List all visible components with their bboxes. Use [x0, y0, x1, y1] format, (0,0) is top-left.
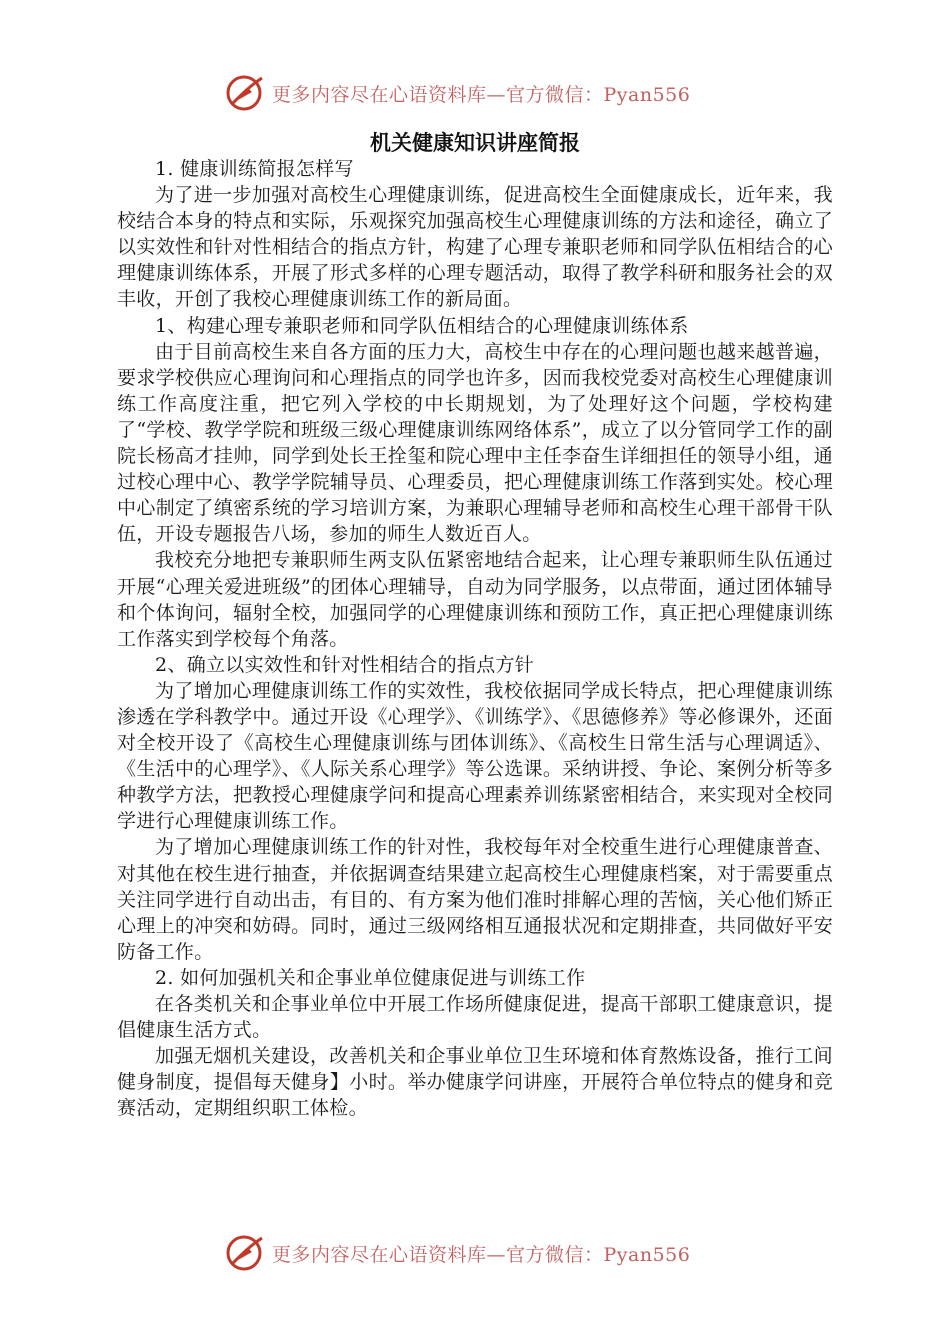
- subsection-heading: 2、确立以实效性和针对性相结合的指点方针: [155, 653, 535, 676]
- paragraph: 由于目前高校生来自各方面的压力大，高校生中存在的心理问题也越来越普遍，要求学校供应心理询问和心理指点的同学也许多，因而我校党委对高校生心理健康训练工作高度注重，把它列入学校的中长期规划，为了处理好这个问题，学校构建了“学校、教学学院和班级三级心理健康训练网络体系”，成立了以分管同学工作的副院长杨高才挂帅，同学到处长王拴玺和院心理中主任李奋生详细担任的领导小组，通过校心理中心、教学学院辅导员、心理委员，把心理健康训练工作落到实处。校心理中心制定了缜密系统的学习培训方案，为兼职心理辅导老师和高校生心理干部骨干队伍，开设专题报告八场，参加的师生人数近百人。: [117, 340, 833, 546]
- brand-logo-icon: [222, 1230, 268, 1276]
- header-banner-text: 更多内容尽在心语资料库—官方微信：Pyan556: [272, 83, 691, 106]
- brand-logo-icon: [222, 70, 268, 116]
- paragraph: 为了增加心理健康训练工作的实效性，我校依据同学成长特点，把心理健康训练渗透在学科教学中。通过开设《心理学》、《训练学》、《思德修养》等必修课外，还面对全校开设了《高校生心理健康训练与团体训练》、《高校生日常生活与心理调适》、《生活中的心理学》、《人际关系心理学》等公选课。采纳讲授、争论、案例分析等多种教学方法，把教授心理健康学问和提高心理素养训练紧密相结合，来实现对全校同学进行心理健康训练工作。: [117, 679, 833, 833]
- footer-banner-text: 更多内容尽在心语资料库—官方微信：Pyan556: [272, 1243, 691, 1266]
- header-banner[interactable]: [222, 68, 742, 118]
- section-heading: 1. 健康训练简报怎样写: [155, 158, 354, 180]
- document-title: 机关健康知识讲座简报: [370, 131, 580, 155]
- footer-banner[interactable]: [222, 1228, 742, 1278]
- paragraph: 我校充分地把专兼职师生两支队伍紧密地结合起来，让心理专兼职师生队伍通过开展“心理关爱进班级”的团体心理辅导，自动为同学服务，以点带面，通过团体辅导和个体询问，辐射全校，加强同学的心理健康训练和预防工作，真正把心理健康训练工作落实到学校每个角落。: [117, 549, 833, 650]
- paragraph: 为了进一步加强对高校生心理健康训练，促进高校生全面健康成长，近年来，我校结合本身的特点和实际，乐观探究加强高校生心理健康训练的方法和途径，确立了以实效性和针对性相结合的指点方针，构建了心理专兼职老师和同学队伍相结合的心理健康训练体系，开展了形式多样的心理专题活动，取得了教学科研和服务社会的双丰收，开创了我校心理健康训练工作的新局面。: [117, 184, 833, 311]
- paragraph: 为了增加心理健康训练工作的针对性，我校每年对全校重生进行心理健康普查、对其他在校生进行抽查，并依据调查结果建立起高校生心理健康档案，对于需要重点关注同学进行自动出击，有目的、有方案为他们准时排解心理的苦恼，关心他们矫正心理上的冲突和妨碍。同时，通过三级网络相互通报状况和定期排查，共同做好平安防备工作。: [117, 836, 833, 963]
- paragraph: 加强无烟机关建设，改善机关和企事业单位卫生环境和体育熬炼设备，推行工间健身制度，提倡每天健身】小时。举办健康学问讲座，开展符合单位特点的健身和竞赛活动，定期组织职工体检。: [117, 1045, 833, 1120]
- subsection-heading: 1、构建心理专兼职老师和同学队伍相结合的心理健康训练体系: [155, 314, 689, 337]
- paragraph: 在各类机关和企事业单位中开展工作场所健康促进，提高干部职工健康意识，提倡健康生活方式。: [117, 993, 833, 1042]
- document-body: [117, 156, 833, 1121]
- section-heading: 2. 如何加强机关和企事业单位健康促进与训练工作: [155, 966, 586, 989]
